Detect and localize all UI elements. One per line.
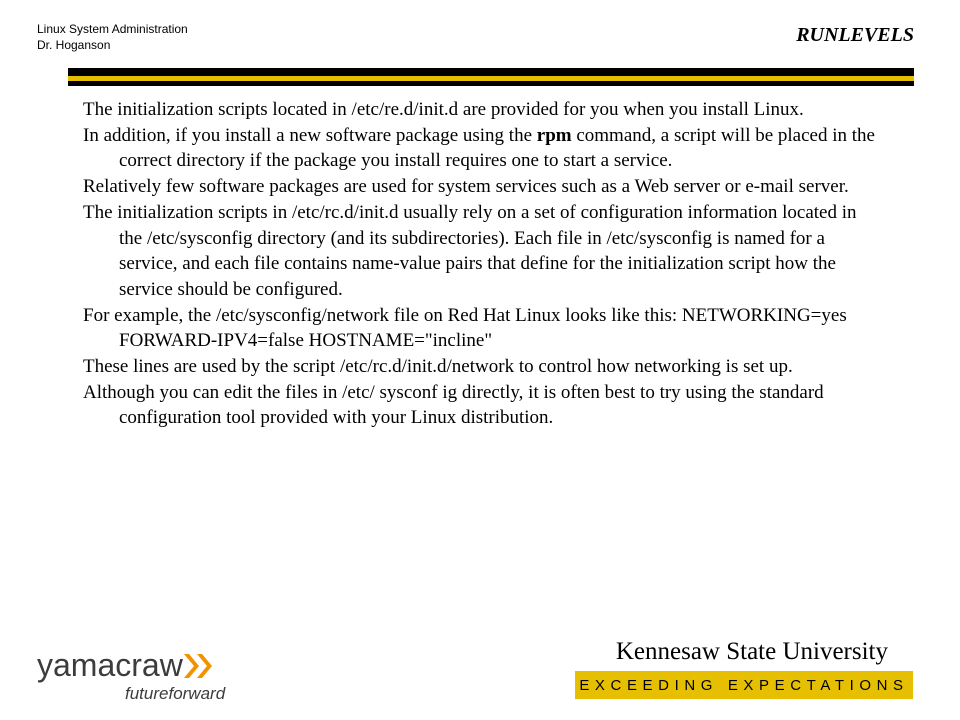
logo-wordmark: yamacraw [37,647,183,683]
university-name: Kennesaw State University [615,638,888,665]
slide-body [83,97,883,431]
paragraph-6: These lines are used by the script /etc/rc.d/init.d/network to control how networking is set up. [83,356,793,378]
paragraph-4: The initialization scripts in /etc/rc.d/init.d usually rely on a set of configuration information located in the /etc/sysconfig directory (and its subdirectories). Each file in /etc/sysconfig is named for a service, and each file contains name-value pairs that define for the initialization script how the service should be configured. [83,201,857,300]
rpm-command: rpm [536,124,572,146]
paragraph-7: Although you can edit the files in /etc/ sysconf ig directly, it is often best to try using the standard configuration tool provided with your Linux distribution. [83,381,824,429]
chevrons-icon [182,651,216,681]
slide-title: RUNLEVELS [796,24,914,46]
paragraph-2 [83,123,883,174]
paragraph-3: Relatively few software packages are used for system services such as a Web server or e-mail server. [83,176,849,198]
header-course-info [37,21,188,53]
paragraph-5: For example, the /etc/sysconfig/network file on Red Hat Linux looks like this: NETWORKING=yes FORWARD-IPV4=false HOSTNAME="incline" [83,304,847,352]
tagline-bar [575,671,913,699]
course-name: Linux System Administration [37,22,188,36]
paragraph-2-text-a: In addition, if you install a new software package using the [83,124,537,146]
header-rule-black-bottom [68,81,914,86]
logo-tagline: futureforward [125,684,226,703]
paragraph-2-text-b: command, a script will be placed in the correct directory if the package you install requires one to start a service. [119,124,875,172]
tagline-text: EXCEEDING EXPECTATIONS [579,676,909,694]
header-rule-black-top [68,68,914,76]
instructor-name: Dr. Hoganson [37,38,111,52]
paragraph-1: The initialization scripts located in /etc/re.d/init.d are provided for you when you install Linux. [83,99,804,120]
yamacraw-logo [37,647,237,707]
